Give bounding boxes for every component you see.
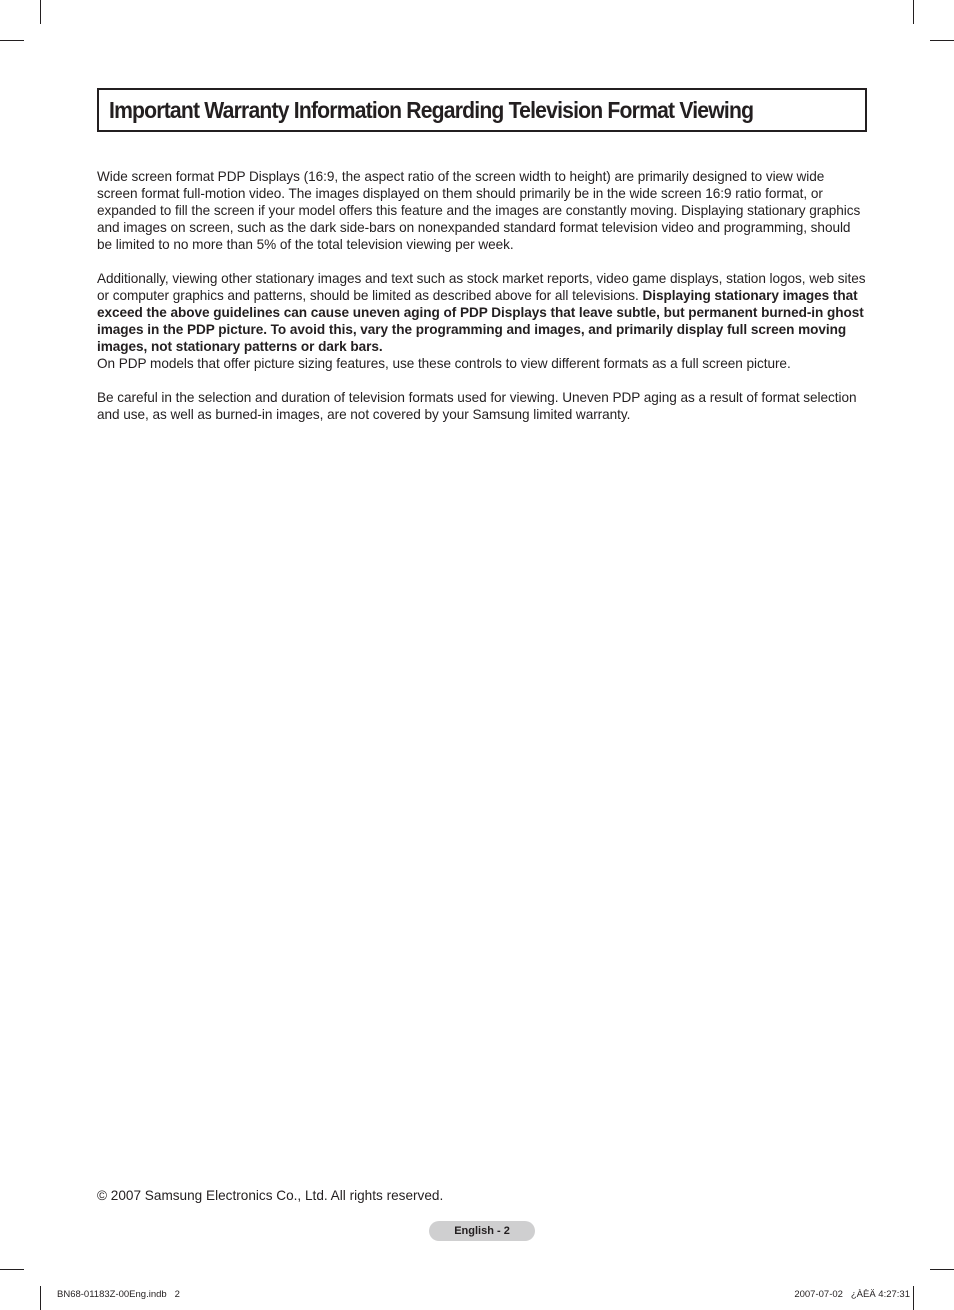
page-number-badge: English - 2 [429,1221,535,1241]
crop-mark-top-left-horizontal [0,40,24,41]
paragraph-stationary-images [97,270,867,355]
page-title: Important Warranty Information Regarding Television Format Viewing [109,97,754,123]
crop-mark-bottom-right-horizontal [930,1269,954,1270]
paragraph-stationary-regular: Additionally, viewing other stationary images and text such as stock market reports, video game displays, station logos, web sites or computer graphics and patterns, should be limited as described above for all televisions. [97,271,866,303]
crop-mark-bottom-left-vertical [40,1286,41,1310]
paragraph-picture-sizing: On PDP models that offer picture sizing features, use these controls to view different formats as a full screen picture. [97,356,791,371]
print-slug-filename: BN68-01183Z-00Eng.indb 2 [57,1289,180,1300]
crop-mark-top-left-vertical [40,0,41,24]
paragraph-warranty-notice: Be careful in the selection and duration of television formats used for viewing. Uneven PDP aging as a result of format selection and use, as well as burned-in images, are not covered by your Samsung limited warranty. [97,390,857,422]
body-text [97,168,867,440]
crop-mark-bottom-right-vertical [913,1286,914,1310]
paragraph-stationary-warning: Displaying stationary images that exceed the above guidelines can cause uneven aging of PDP Displays that leave subtle, but permanent burned-in ghost images in the PDP picture. To avoid this, vary the programming and images, and primarily display full screen moving images, not stationary patterns or dark bars. [97,288,864,354]
crop-mark-top-right-vertical [913,0,914,24]
title-box [97,88,867,132]
copyright-notice: © 2007 Samsung Electronics Co., Ltd. All rights reserved. [97,1188,444,1203]
print-slug-timestamp: 2007-07-02 ¿ÀÈÄ 4:27:31 [794,1289,910,1300]
crop-mark-bottom-left-horizontal [0,1269,24,1270]
crop-mark-top-right-horizontal [930,40,954,41]
paragraph-wide-screen: Wide screen format PDP Displays (16:9, the aspect ratio of the screen width to height) are primarily designed to view wide screen format full-motion video. The images displayed on them should primarily be in the wide screen 16:9 ratio format, or expanded to fill the screen if your model offers this feature and the images are constantly moving. Displaying stationary graphics and images on screen, such as the dark side-bars on nonexpanded standard format television video and programming, should be limited to no more than 5% of the total television viewing per week. [97,169,861,252]
